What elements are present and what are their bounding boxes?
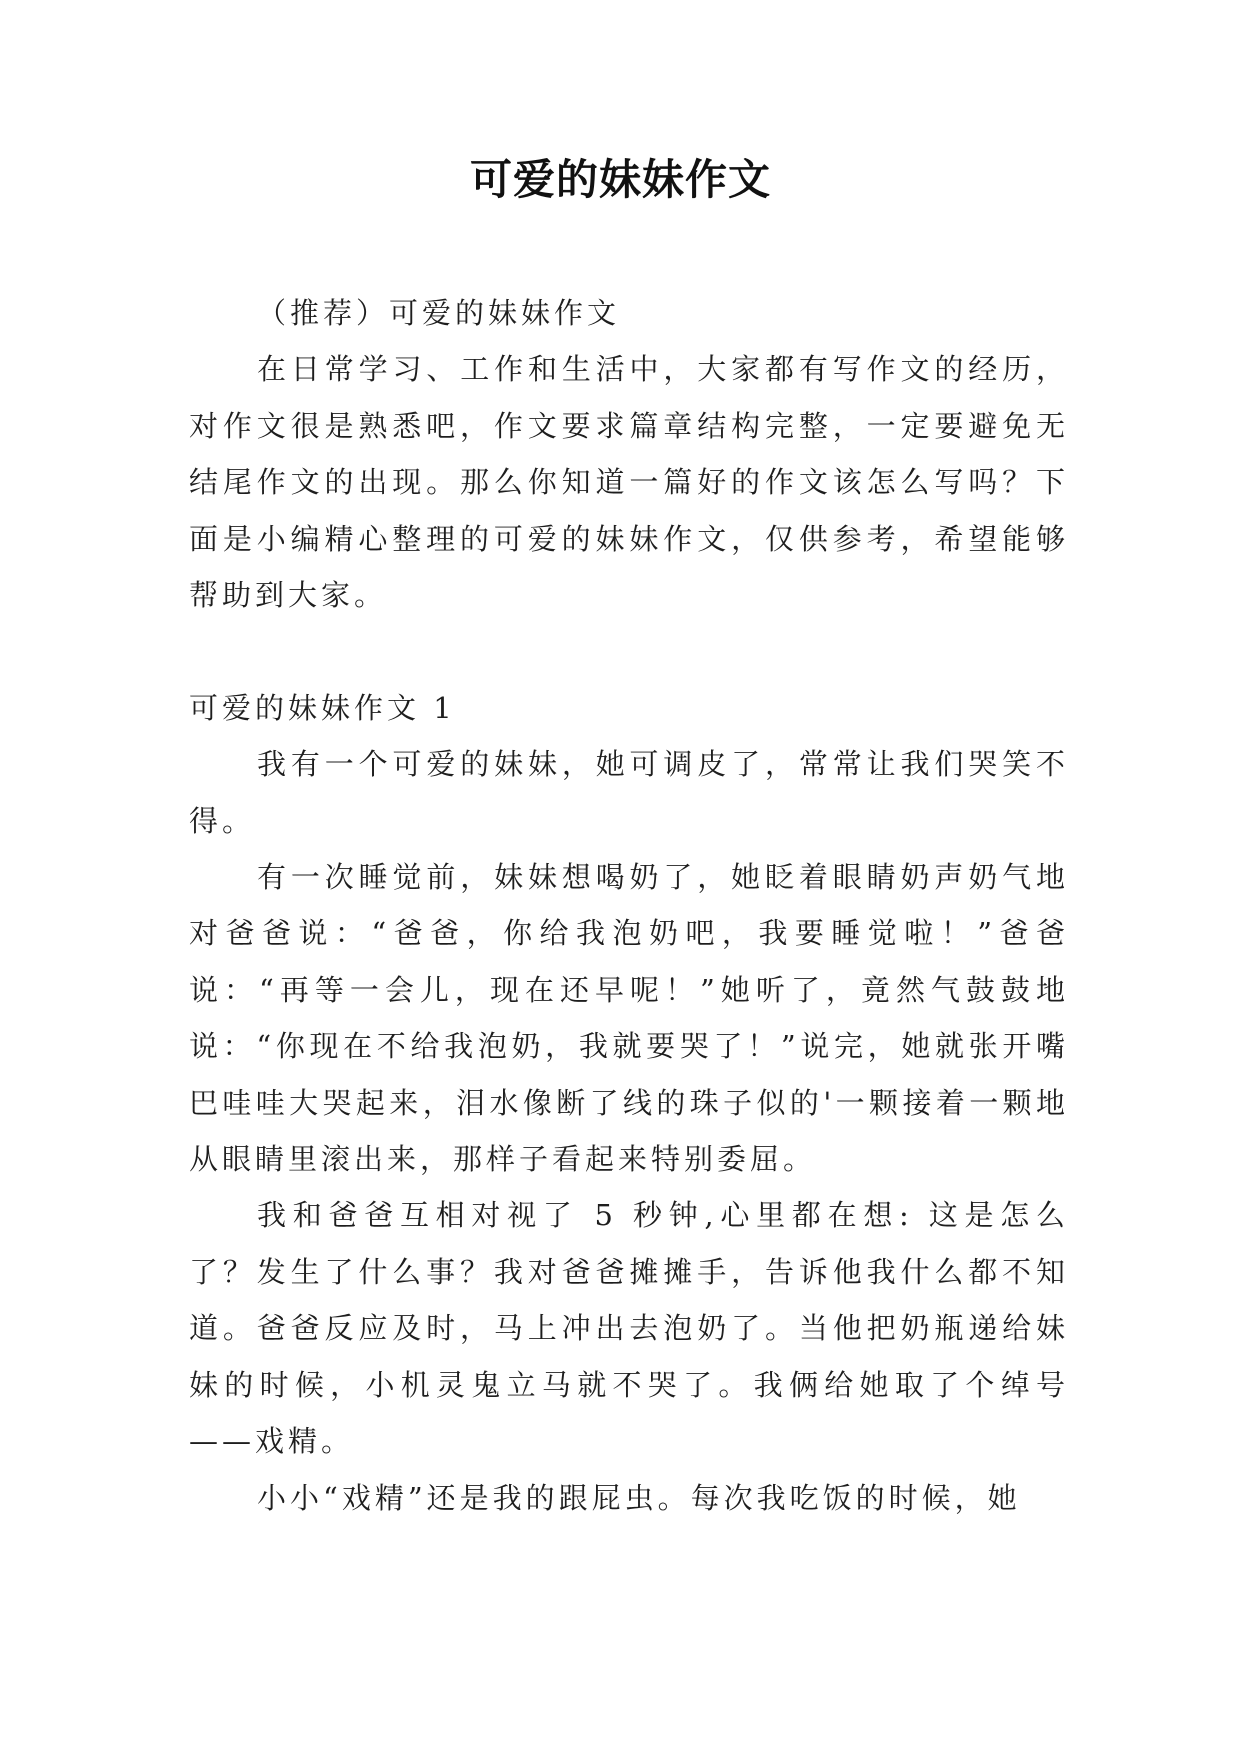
intro-paragraph: 在日常学习、工作和生活中，大家都有写作文的经历，对作文很是熟悉吧，作文要求篇章结构完整，一定要避免无结尾作文的出现。那么你知道一篇好的作文该怎么写吗？下面是小编精心整理的可爱的妹妹作文，仅供参考，希望能够帮助到大家。 xyxy=(189,352,1069,613)
body-paragraph-2: 有一次睡觉前，妹妹想喝奶了，她眨着眼睛奶声奶气地对爸爸说：“爸爸，你给我泡奶吧，我要睡觉啦！”爸爸说：“再等一会儿，现在还早呢！”她听了，竟然气鼓鼓地说：“你现在不给我泡奶，我就要哭了！”说完，她就张开嘴巴哇哇大哭起来，泪水像断了线的珠子似的'一颗接着一颗地从眼睛里滚出来，那样子看起来特别委屈。 xyxy=(189,860,1069,1177)
document-body xyxy=(189,285,1069,1526)
section-heading: 可爱的妹妹作文 1 xyxy=(189,690,456,725)
intro-heading: （推荐）可爱的妹妹作文 xyxy=(257,296,621,330)
body-paragraph-3: 我和爸爸互相对视了 5 秒钟,心里都在想: 这是怎么了？发生了什么事？我对爸爸摊摊手，告诉他我什么都不知道。爸爸反应及时，马上冲出去泡奶了。当他把奶瓶递给妹妹的时候，小机灵鬼立马就不哭了。我俩给她取了个绰号——戏精。 xyxy=(189,1198,1069,1459)
document-title: 可爱的妹妹作文 xyxy=(469,155,771,204)
body-paragraph-1: 我有一个可爱的妹妹，她可调皮了，常常让我们哭笑不得。 xyxy=(189,747,1069,838)
body-paragraph-4: 小小“戏精”还是我的跟屁虫。每次我吃饭的时候，她 xyxy=(257,1480,1021,1515)
paragraph-spacer xyxy=(189,623,1069,679)
